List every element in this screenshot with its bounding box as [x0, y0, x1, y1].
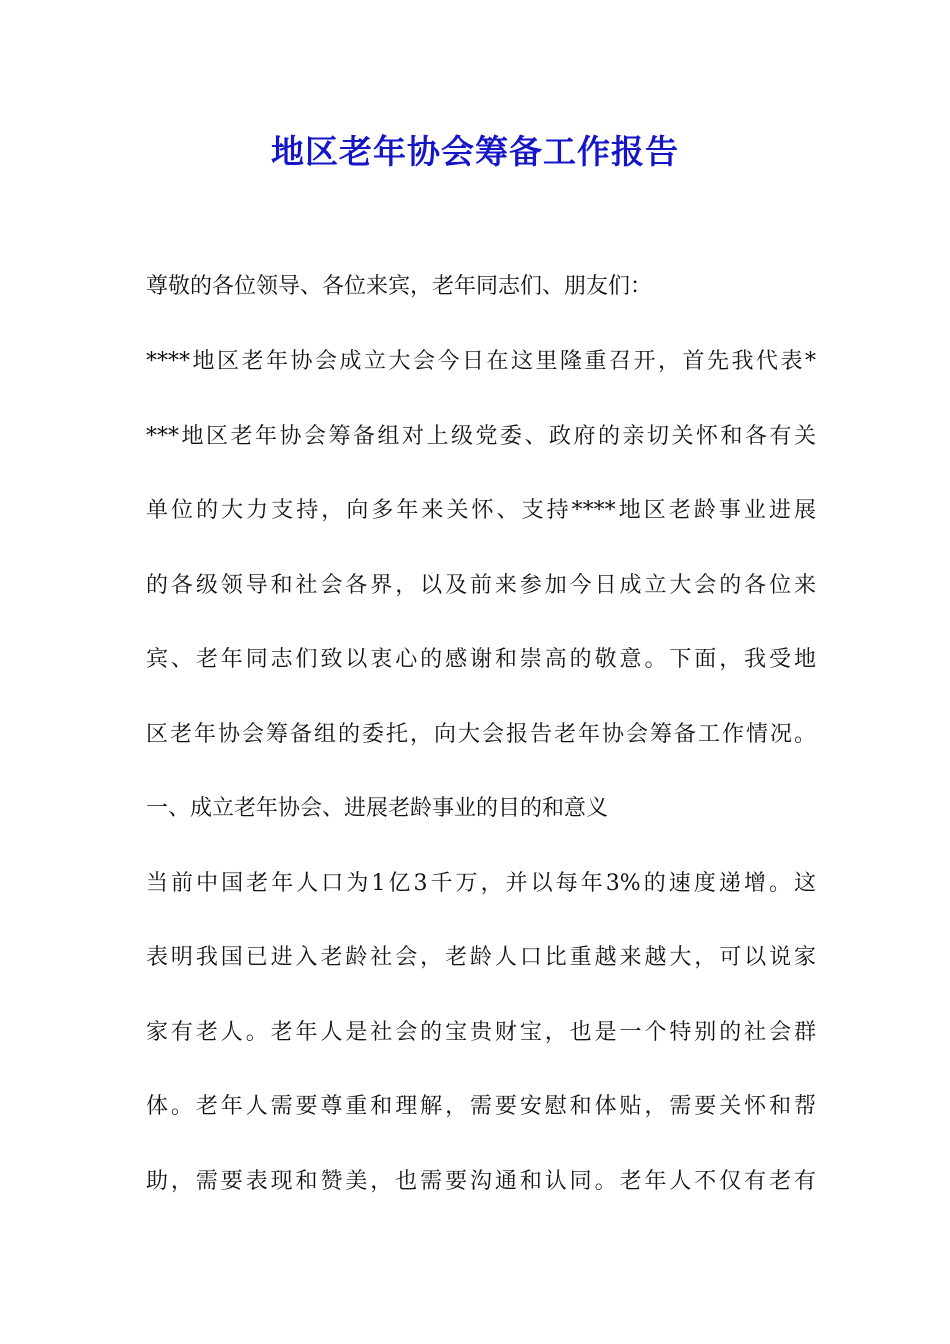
salutation-line: 尊敬的各位领导、各位来宾，老年同志们、朋友们： [146, 274, 653, 299]
body-line: 的各级领导和社会各界，以及前来参加今日成立大会的各位来 [146, 573, 816, 598]
body-line: ***地区老年协会筹备组对上级党委、政府的亲切关怀和各有关 [146, 424, 816, 449]
body-line: 区老年协会筹备组的委托，向大会报告老年协会筹备工作情况。 [146, 722, 816, 747]
body-line: 体。老年人需要尊重和理解，需要安慰和体贴，需要关怀和帮 [146, 1094, 816, 1119]
body-line: 单位的大力支持，向多年来关怀、支持****地区老龄事业进展 [146, 498, 816, 523]
body-line: 表明我国已进入老龄社会，老龄人口比重越来越大，可以说家 [146, 945, 816, 970]
body-line: ****地区老年协会成立大会今日在这里隆重召开，首先我代表* [146, 349, 816, 374]
body-line: 助，需要表现和赞美，也需要沟通和认同。老年人不仅有老有 [146, 1169, 816, 1194]
document-title: 地区老年协会筹备工作报告 [271, 132, 679, 171]
body-line: 家有老人。老年人是社会的宝贵财宝，也是一个特别的社会群 [146, 1020, 816, 1045]
body-line: 宾、老年同志们致以衷心的感谢和崇高的敬意。下面，我受地 [146, 647, 816, 672]
section-heading: 一、成立老年协会、进展老龄事业的目的和意义 [146, 796, 609, 821]
body-line: 当前中国老年人口为1亿3千万，并以每年3%的速度递增。这 [146, 871, 816, 896]
